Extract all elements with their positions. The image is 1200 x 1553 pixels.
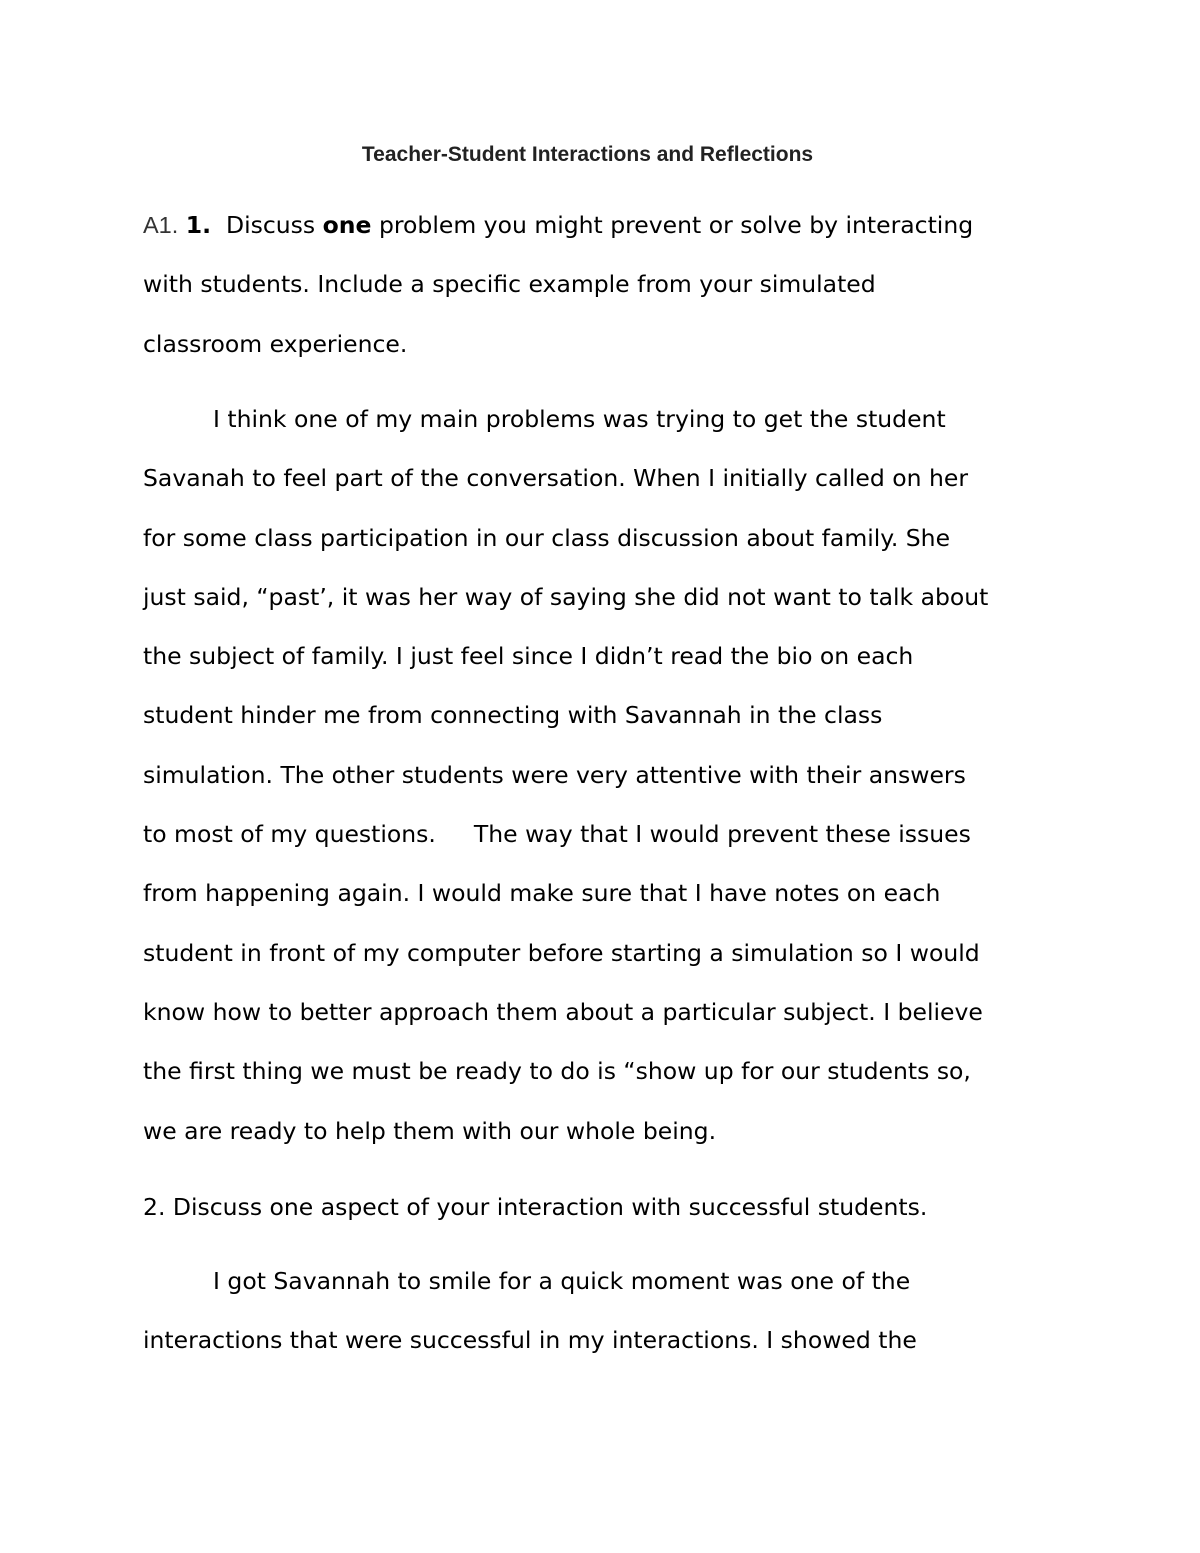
document-title: Teacher-Student Interactions and Reflections: [361, 143, 814, 166]
answer-2: [143, 1252, 1073, 1371]
answer-1-line: student hinder me from connecting with Savannah in the class: [143, 701, 883, 730]
question-label: A1.: [143, 212, 179, 238]
answer-1-line: we are ready to help them with our whole being.: [143, 1116, 717, 1145]
answer-1-line: the subject of family. I just feel since I didn’t read the bio on each: [143, 642, 914, 671]
answer-1-line: [143, 805, 1073, 864]
answer-1-line-8-part-a: to most of my questions.: [143, 820, 436, 849]
question-1: [143, 196, 1073, 374]
answer-2-line: I got Savannah to smile for a quick moment was one of the: [213, 1267, 911, 1295]
question-1-line-1: [143, 196, 1073, 255]
question-1-lead: Discuss: [226, 211, 316, 239]
answer-1-line: I think one of my main problems was trying to get the student: [213, 405, 946, 433]
question-1-line-3: classroom experience.: [143, 329, 408, 358]
answer-1: [143, 390, 1073, 1161]
question-2: [143, 1178, 1073, 1237]
answer-1-line: from happening again. I would make sure that I have notes on each: [143, 879, 941, 908]
answer-1-line: just said, “past’, it was her way of saying she did not want to talk about: [143, 582, 989, 611]
answer-2-line: interactions that were successful in my interactions. I showed the: [143, 1326, 917, 1355]
answer-1-line-8-part-b: The way that I would prevent these issues: [473, 820, 971, 849]
answer-1-line: the first thing we must be ready to do is “show up for our students so,: [143, 1057, 971, 1086]
answer-1-line: Savanah to feel part of the conversation. When I initially called on her: [143, 464, 969, 493]
answer-1-line: know how to better approach them about a particular subject. I believe: [143, 997, 983, 1026]
question-1-line-1-rest: problem you might prevent or solve by interacting: [378, 211, 974, 239]
question-1-emphasis: one: [322, 211, 372, 239]
question-number: 1.: [185, 211, 212, 239]
answer-1-line: simulation. The other students were very attentive with their answers: [143, 760, 966, 789]
answer-1-line: student in front of my computer before starting a simulation so I would: [143, 938, 980, 967]
question-1-line-2: with students. Include a specific example from your simulated: [143, 270, 876, 299]
question-2-line: 2. Discuss one aspect of your interaction with successful students.: [143, 1193, 928, 1221]
answer-1-line: for some class participation in our class discussion about family. She: [143, 523, 951, 552]
